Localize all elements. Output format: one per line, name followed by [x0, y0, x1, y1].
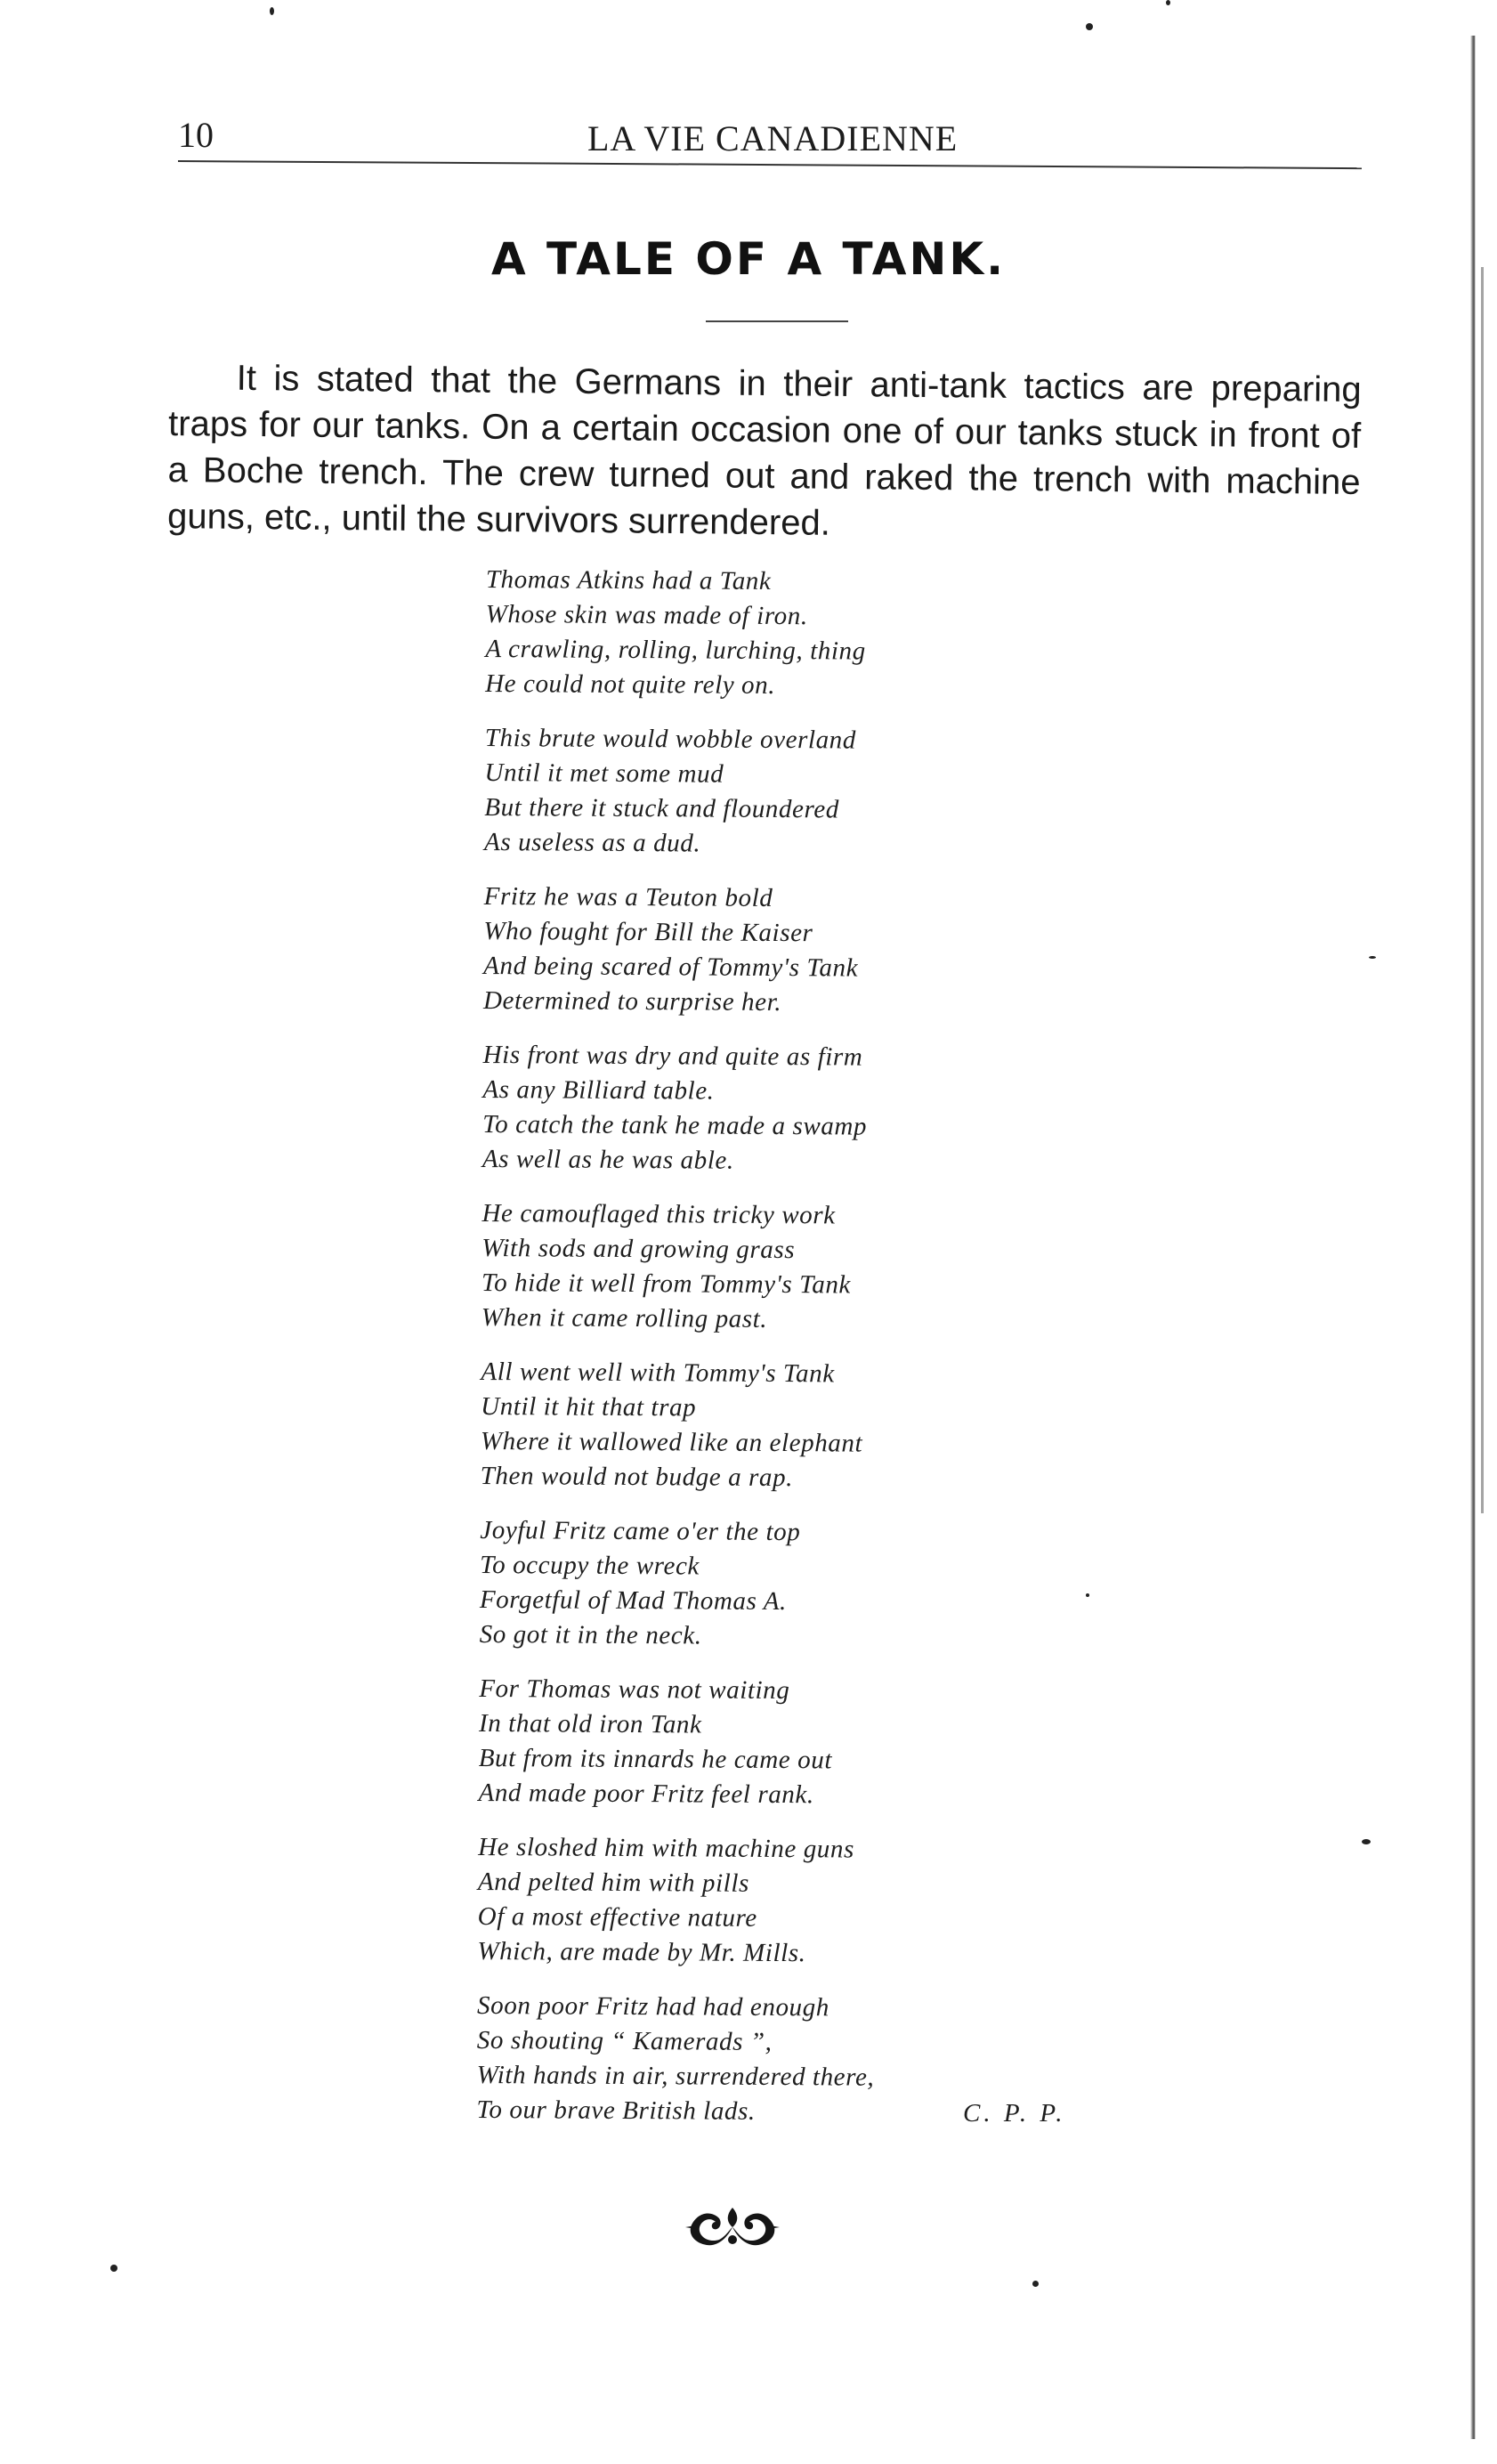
poem-line: Joyful Fritz came o'er the top	[480, 1515, 801, 1547]
poem-line: And pelted him with pills	[477, 1867, 750, 1898]
poem-line: To catch the tank he made a swamp	[482, 1109, 868, 1141]
poem-line: As well as he was able.	[481, 1144, 734, 1175]
poem-line: For Thomas was not waiting	[479, 1674, 790, 1706]
poem-line: And made poor Fritz feel rank.	[478, 1778, 814, 1810]
print-speck	[110, 2265, 117, 2272]
poem-line: So shouting “ Kamerads ”,	[476, 2025, 773, 2056]
poem-line: Until it met some mud	[484, 758, 724, 789]
poem-stanza	[480, 1513, 1104, 1656]
poem-line: In that old iron Tank	[478, 1708, 702, 1739]
poem-stanza	[481, 1355, 1105, 1497]
print-speck	[270, 7, 274, 15]
poem-line: Then would not budge a rap.	[480, 1461, 794, 1493]
leaf-ornament-icon	[684, 2201, 781, 2254]
print-speck	[1166, 0, 1170, 5]
print-speck	[1086, 23, 1093, 30]
poem-line: Soon poor Fritz had had enough	[477, 1990, 830, 2022]
poem-line: Which, are made by Mr. Mills.	[477, 1936, 806, 1968]
poem-line: To hide it well from Tommy's Tank	[481, 1268, 852, 1300]
poem-line: Whose skin was made of iron.	[485, 599, 808, 631]
poem-line: Determined to surprise her.	[482, 985, 782, 1017]
poem-line: But from its innards he came out	[478, 1743, 833, 1775]
poem-line: So got it in the neck.	[479, 1619, 702, 1650]
poem-stanza	[484, 721, 1108, 863]
title-divider	[706, 320, 848, 322]
poem-line: Fritz he was a Teuton bold	[483, 881, 773, 912]
print-speck	[1086, 1593, 1089, 1597]
header-rule	[178, 160, 1362, 169]
poem-line: And being scared of Tommy's Tank	[483, 951, 859, 983]
author-signature: C. P. P.	[963, 2099, 1066, 2128]
poem-line: His front was dry and quite as firm	[482, 1040, 863, 1072]
poem-stanza	[481, 1196, 1105, 1339]
poem-line: Thomas Atkins had a Tank	[485, 564, 772, 596]
poem-line: All went well with Tommy's Tank	[481, 1357, 835, 1389]
poem-line: As useless as a dud.	[483, 827, 701, 858]
print-speck	[1362, 1839, 1371, 1844]
poem-line: He could not quite rely on.	[485, 669, 776, 700]
print-speck	[1369, 956, 1376, 959]
poem-line: But there it stuck and floundered	[484, 792, 840, 824]
poem-stanza	[482, 1038, 1106, 1180]
poem-line: A crawling, rolling, lurching, thing	[485, 634, 866, 666]
running-title: LA VIE CANADIENNE	[587, 118, 959, 158]
page-header	[178, 114, 1362, 185]
poem-line: Who fought for Bill the Kaiser	[483, 916, 813, 948]
poem-line: To our brave British lads.	[476, 2095, 756, 2126]
intro-paragraph: It is stated that the Germans in their anti-tank tactics are preparing traps for our tanks. On a certain occasion one of our tanks stuck in front of a Boche trench. The crew turned out and raked the trench with machine guns, etc., until the survivors surrendered.	[166, 358, 1362, 543]
poem-line: As any Billiard table.	[482, 1074, 715, 1106]
poem-line: He camouflaged this tricky work	[481, 1198, 836, 1230]
poem-line: With sods and growing grass	[481, 1233, 796, 1265]
poem-stanza	[485, 563, 1109, 705]
page-binding-edge	[1470, 36, 1476, 2439]
poem-line: With hands in air, surrendered there,	[476, 2060, 875, 2092]
poem-line: Where it wallowed like an elephant	[480, 1426, 863, 1458]
poem-line: Of a most effective nature	[477, 1901, 757, 1933]
poem-line: To occupy the wreck	[480, 1550, 700, 1581]
poem-line: This brute would wobble overland	[484, 723, 857, 755]
page-binding-shadow	[1481, 267, 1484, 1513]
poem-line: When it came rolling past.	[481, 1302, 768, 1333]
poem-stanza	[477, 1830, 1101, 1973]
poem-line: He sloshed him with machine guns	[478, 1832, 855, 1864]
poem-line: Forgetful of Mad Thomas A.	[479, 1585, 788, 1617]
article-title: A TALE OF A TANK.	[490, 233, 1007, 285]
poem-stanza	[483, 879, 1107, 1022]
page-number: 10	[178, 115, 214, 155]
print-speck	[1032, 2281, 1039, 2287]
poem	[476, 563, 1109, 2151]
poem-line: Until it hit that trap	[481, 1391, 697, 1422]
poem-stanza	[478, 1672, 1102, 1814]
